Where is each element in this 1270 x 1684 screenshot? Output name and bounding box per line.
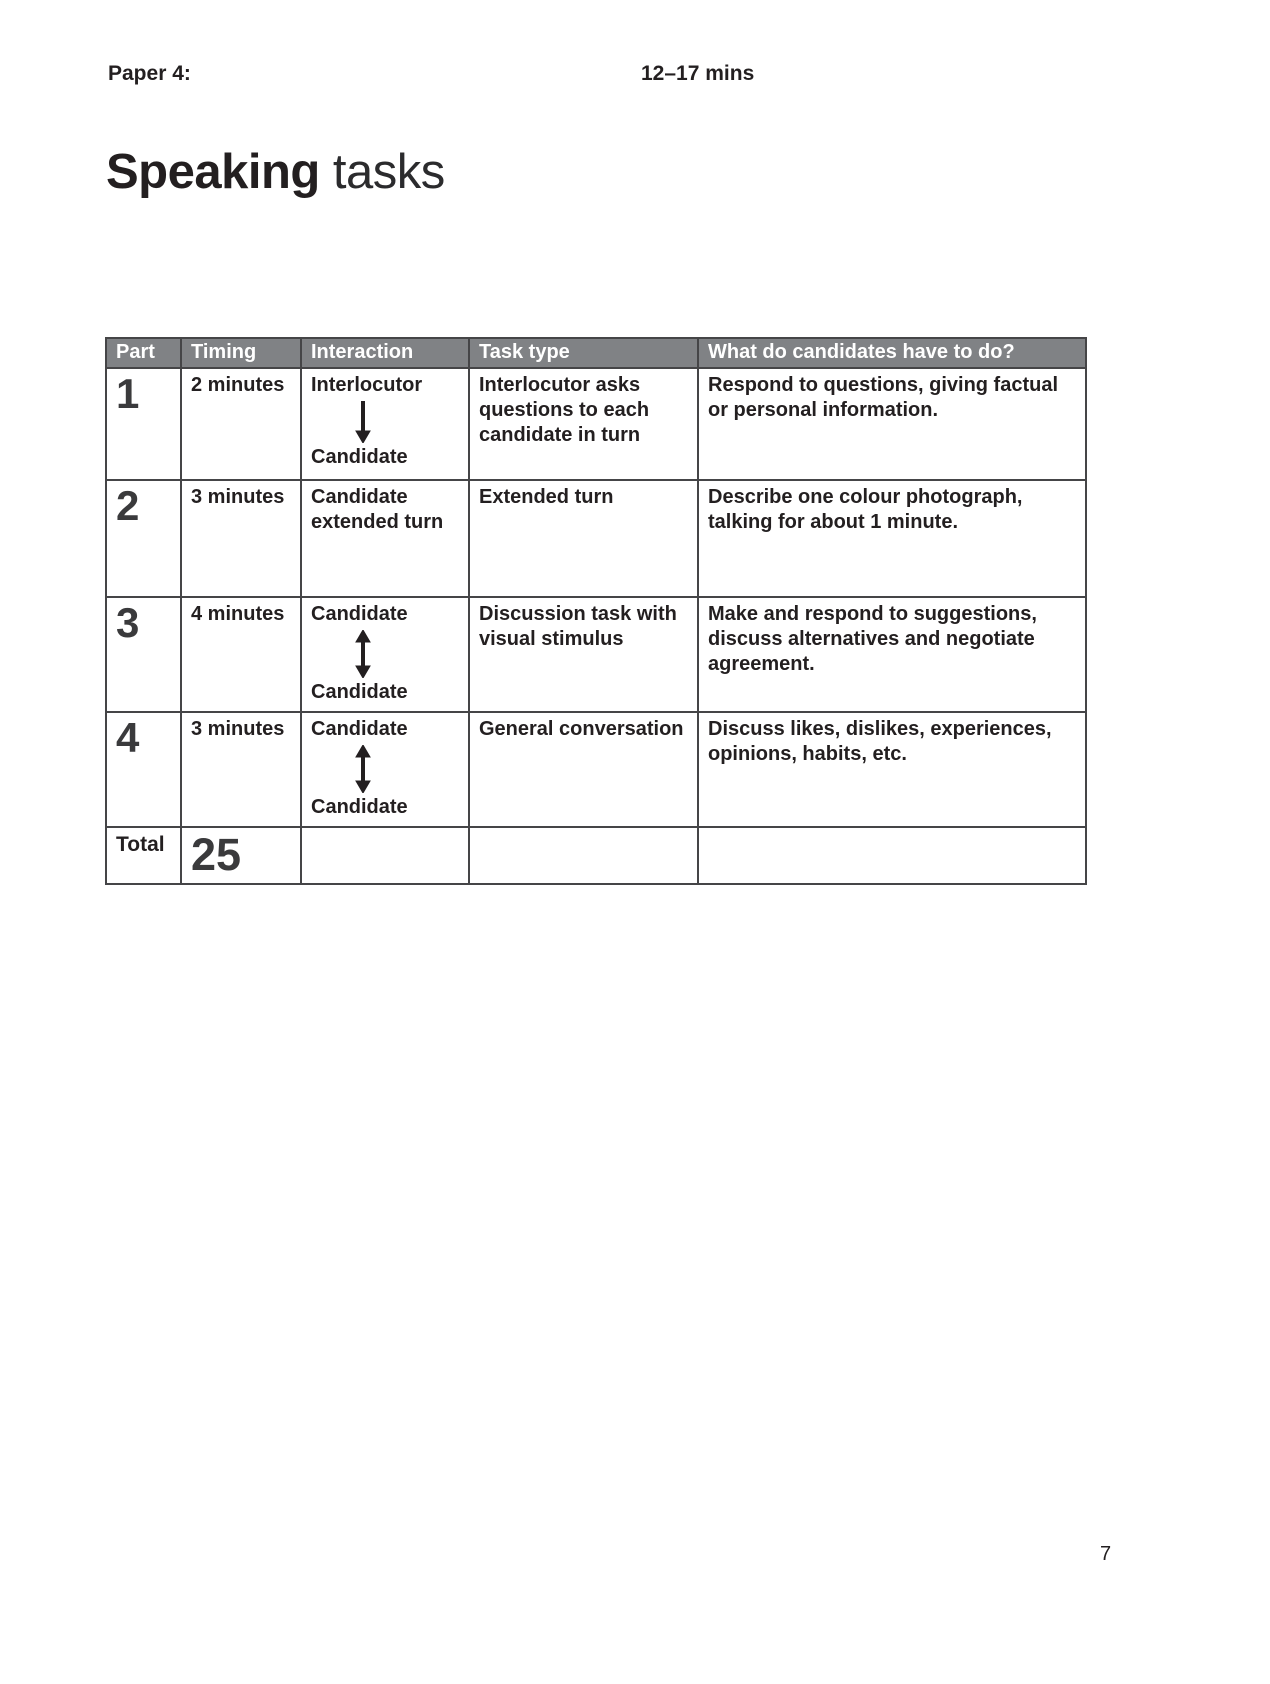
- table-header-row: [106, 338, 1086, 368]
- down-arrow-icon: [355, 401, 371, 443]
- what-cell: Discuss likes, dislikes, experiences, opinions, habits, etc.: [698, 712, 1086, 827]
- timing-cell: 3 minutes: [181, 712, 301, 827]
- interaction-line2: extended turn: [311, 511, 444, 533]
- empty-cell: [469, 827, 698, 884]
- header-task-type: Task type: [469, 338, 698, 368]
- interaction-top: Candidate: [311, 603, 408, 625]
- part-number: 4: [116, 714, 140, 761]
- header-part: Part: [106, 338, 181, 368]
- interaction-bottom: Candidate: [311, 446, 408, 468]
- total-value: 25: [191, 829, 242, 880]
- interaction-cell: [301, 597, 469, 712]
- interaction-bottom: Candidate: [311, 681, 408, 703]
- table-row: [106, 597, 1086, 712]
- total-row: [106, 827, 1086, 884]
- table-row: [106, 368, 1086, 480]
- interaction-cell: [301, 368, 469, 480]
- table-row: [106, 712, 1086, 827]
- interaction-cell: [301, 712, 469, 827]
- part-number: 1: [116, 370, 140, 417]
- timing-cell: 4 minutes: [181, 597, 301, 712]
- task-type-cell: General conversation: [469, 712, 698, 827]
- what-cell: Make and respond to suggestions, discuss alternatives and negotiate agreement.: [698, 597, 1086, 712]
- duration-label: 12–17 mins: [641, 62, 755, 85]
- timing-cell: 2 minutes: [181, 368, 301, 480]
- page-title-bold: Speaking: [106, 145, 320, 199]
- table-row: [106, 480, 1086, 597]
- interaction-cell: [301, 480, 469, 597]
- part-number: 2: [116, 482, 140, 529]
- empty-cell: [698, 827, 1086, 884]
- total-label: Total: [116, 833, 165, 856]
- part-number: 3: [116, 599, 140, 646]
- header-what: What do candidates have to do?: [698, 338, 1086, 368]
- header-timing: Timing: [181, 338, 301, 368]
- page-number: 7: [1100, 1543, 1112, 1565]
- timing-cell: 3 minutes: [181, 480, 301, 597]
- speaking-tasks-table: [105, 337, 1087, 885]
- interaction-bottom: Candidate: [311, 796, 408, 818]
- header-interaction: Interaction: [301, 338, 469, 368]
- task-type-cell: Discussion task with visual stimulus: [469, 597, 698, 712]
- what-cell: Respond to questions, giving factual or personal information.: [698, 368, 1086, 480]
- double-arrow-icon: [355, 745, 371, 793]
- what-cell: Describe one colour photograph, talking for about 1 minute.: [698, 480, 1086, 597]
- task-type-cell: Extended turn: [469, 480, 698, 597]
- interaction-top: Interlocutor: [311, 374, 423, 396]
- double-arrow-icon: [355, 630, 371, 678]
- paper-label: Paper 4:: [108, 62, 191, 85]
- page-title: [106, 144, 445, 200]
- interaction-line1: Candidate: [311, 486, 408, 508]
- empty-cell: [301, 827, 469, 884]
- interaction-top: Candidate: [311, 718, 408, 740]
- page-title-light: tasks: [332, 145, 445, 199]
- task-type-cell: Interlocutor asks questions to each candidate in turn: [469, 368, 698, 480]
